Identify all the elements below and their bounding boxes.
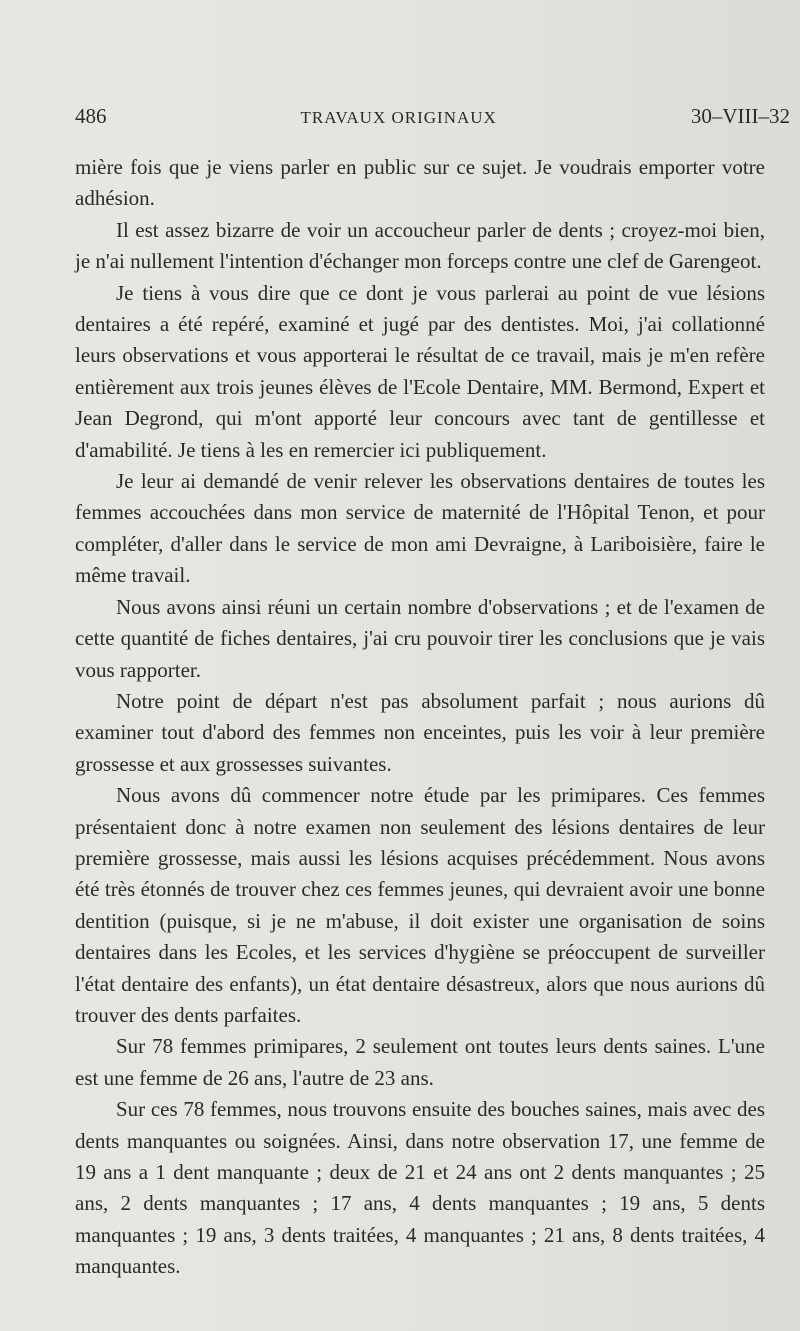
paragraph: Sur 78 femmes primipares, 2 seulement ont toutes leurs dents saines. L'une est une femme de 26 ans, l'autre de 23 ans. [75,1034,765,1090]
paragraph: mière fois que je viens parler en public sur ce sujet. Je voudrais emporter votre adhésion. [75,155,765,211]
page-number: 486 [75,104,107,128]
paragraph: Notre point de départ n'est pas absolument parfait ; nous aurions dû examiner tout d'abord des femmes non enceintes, puis les voir à leur première grossesse et aux grossesses suivantes. [75,688,765,776]
header-date: 30–VIII–32 [690,104,790,128]
paragraph: Je leur ai demandé de venir relever les observations dentaires de toutes les femmes accouchées dans mon service de maternité de l'Hôpital Tenon, et pour compléter, d'aller dans le service de mon ami Devraigne, à Lariboisière, faire le même travail. [75,469,765,588]
paragraph: Je tiens à vous dire que ce dont je vous parlerai au point de vue lésions dentaires a été repéré, examiné et jugé par des dentistes. Moi, j'ai collationné leurs observations et vous apporterai le résultat de ce travail, mais je m'en refère entièrement aux trois jeunes élèves de l'Ecole Dentaire, MM. Bermond, Expert et Jean Degrond, qui m'ont apporté leur concours avec tant de gentillesse et d'amabilité. Je tiens à les en remercier ici publiquement. [75,280,765,462]
paragraph: Il est assez bizarre de voir un accoucheur parler de dents ; croyez-moi bien, je n'ai nullement l'intention d'échanger mon forceps contre une clef de Garengeot. [75,217,765,274]
running-header [75,104,790,129]
body-text [75,152,765,1283]
paragraph: Sur ces 78 femmes, nous trouvons ensuite des bouches saines, mais avec des dents manquantes ou soignées. Ainsi, dans notre observation 17, une femme de 19 ans a 1 dent manquante ; deux de 21 et 24 ans ont 2 dents manquantes ; 25 ans, 2 dents manquantes ; 17 ans, 4 dents manquantes ; 19 ans, 5 dents manquantes ; 19 ans, 3 dents traitées, 4 manquantes ; 21 ans, 8 dents traitées, 4 manquantes. [75,1097,765,1279]
paragraph: Nous avons dû commencer notre étude par les primipares. Ces femmes présentaient donc à notre examen non seulement des lésions dentaires de leur première grossesse, mais aussi les lésions acquises précédemment. Nous avons été très étonnés de trouver chez ces femmes jeunes, qui devraient avoir une bonne dentition (puisque, si je ne m'abuse, il doit exister une organisation de soins dentaires dans les Ecoles, et les services d'hygiène se préoccupent de surveiller l'état dentaire des enfants), un état dentaire désastreux, alors que nous aurions dû trouver des dents parfaites. [75,783,765,1027]
paragraph: Nous avons ainsi réuni un certain nombre d'observations ; et de l'examen de cette quantité de fiches dentaires, j'ai cru pouvoir tirer les conclusions que je vais vous rapporter. [75,594,765,682]
running-title: TRAVAUX ORIGINAUX [300,108,497,127]
